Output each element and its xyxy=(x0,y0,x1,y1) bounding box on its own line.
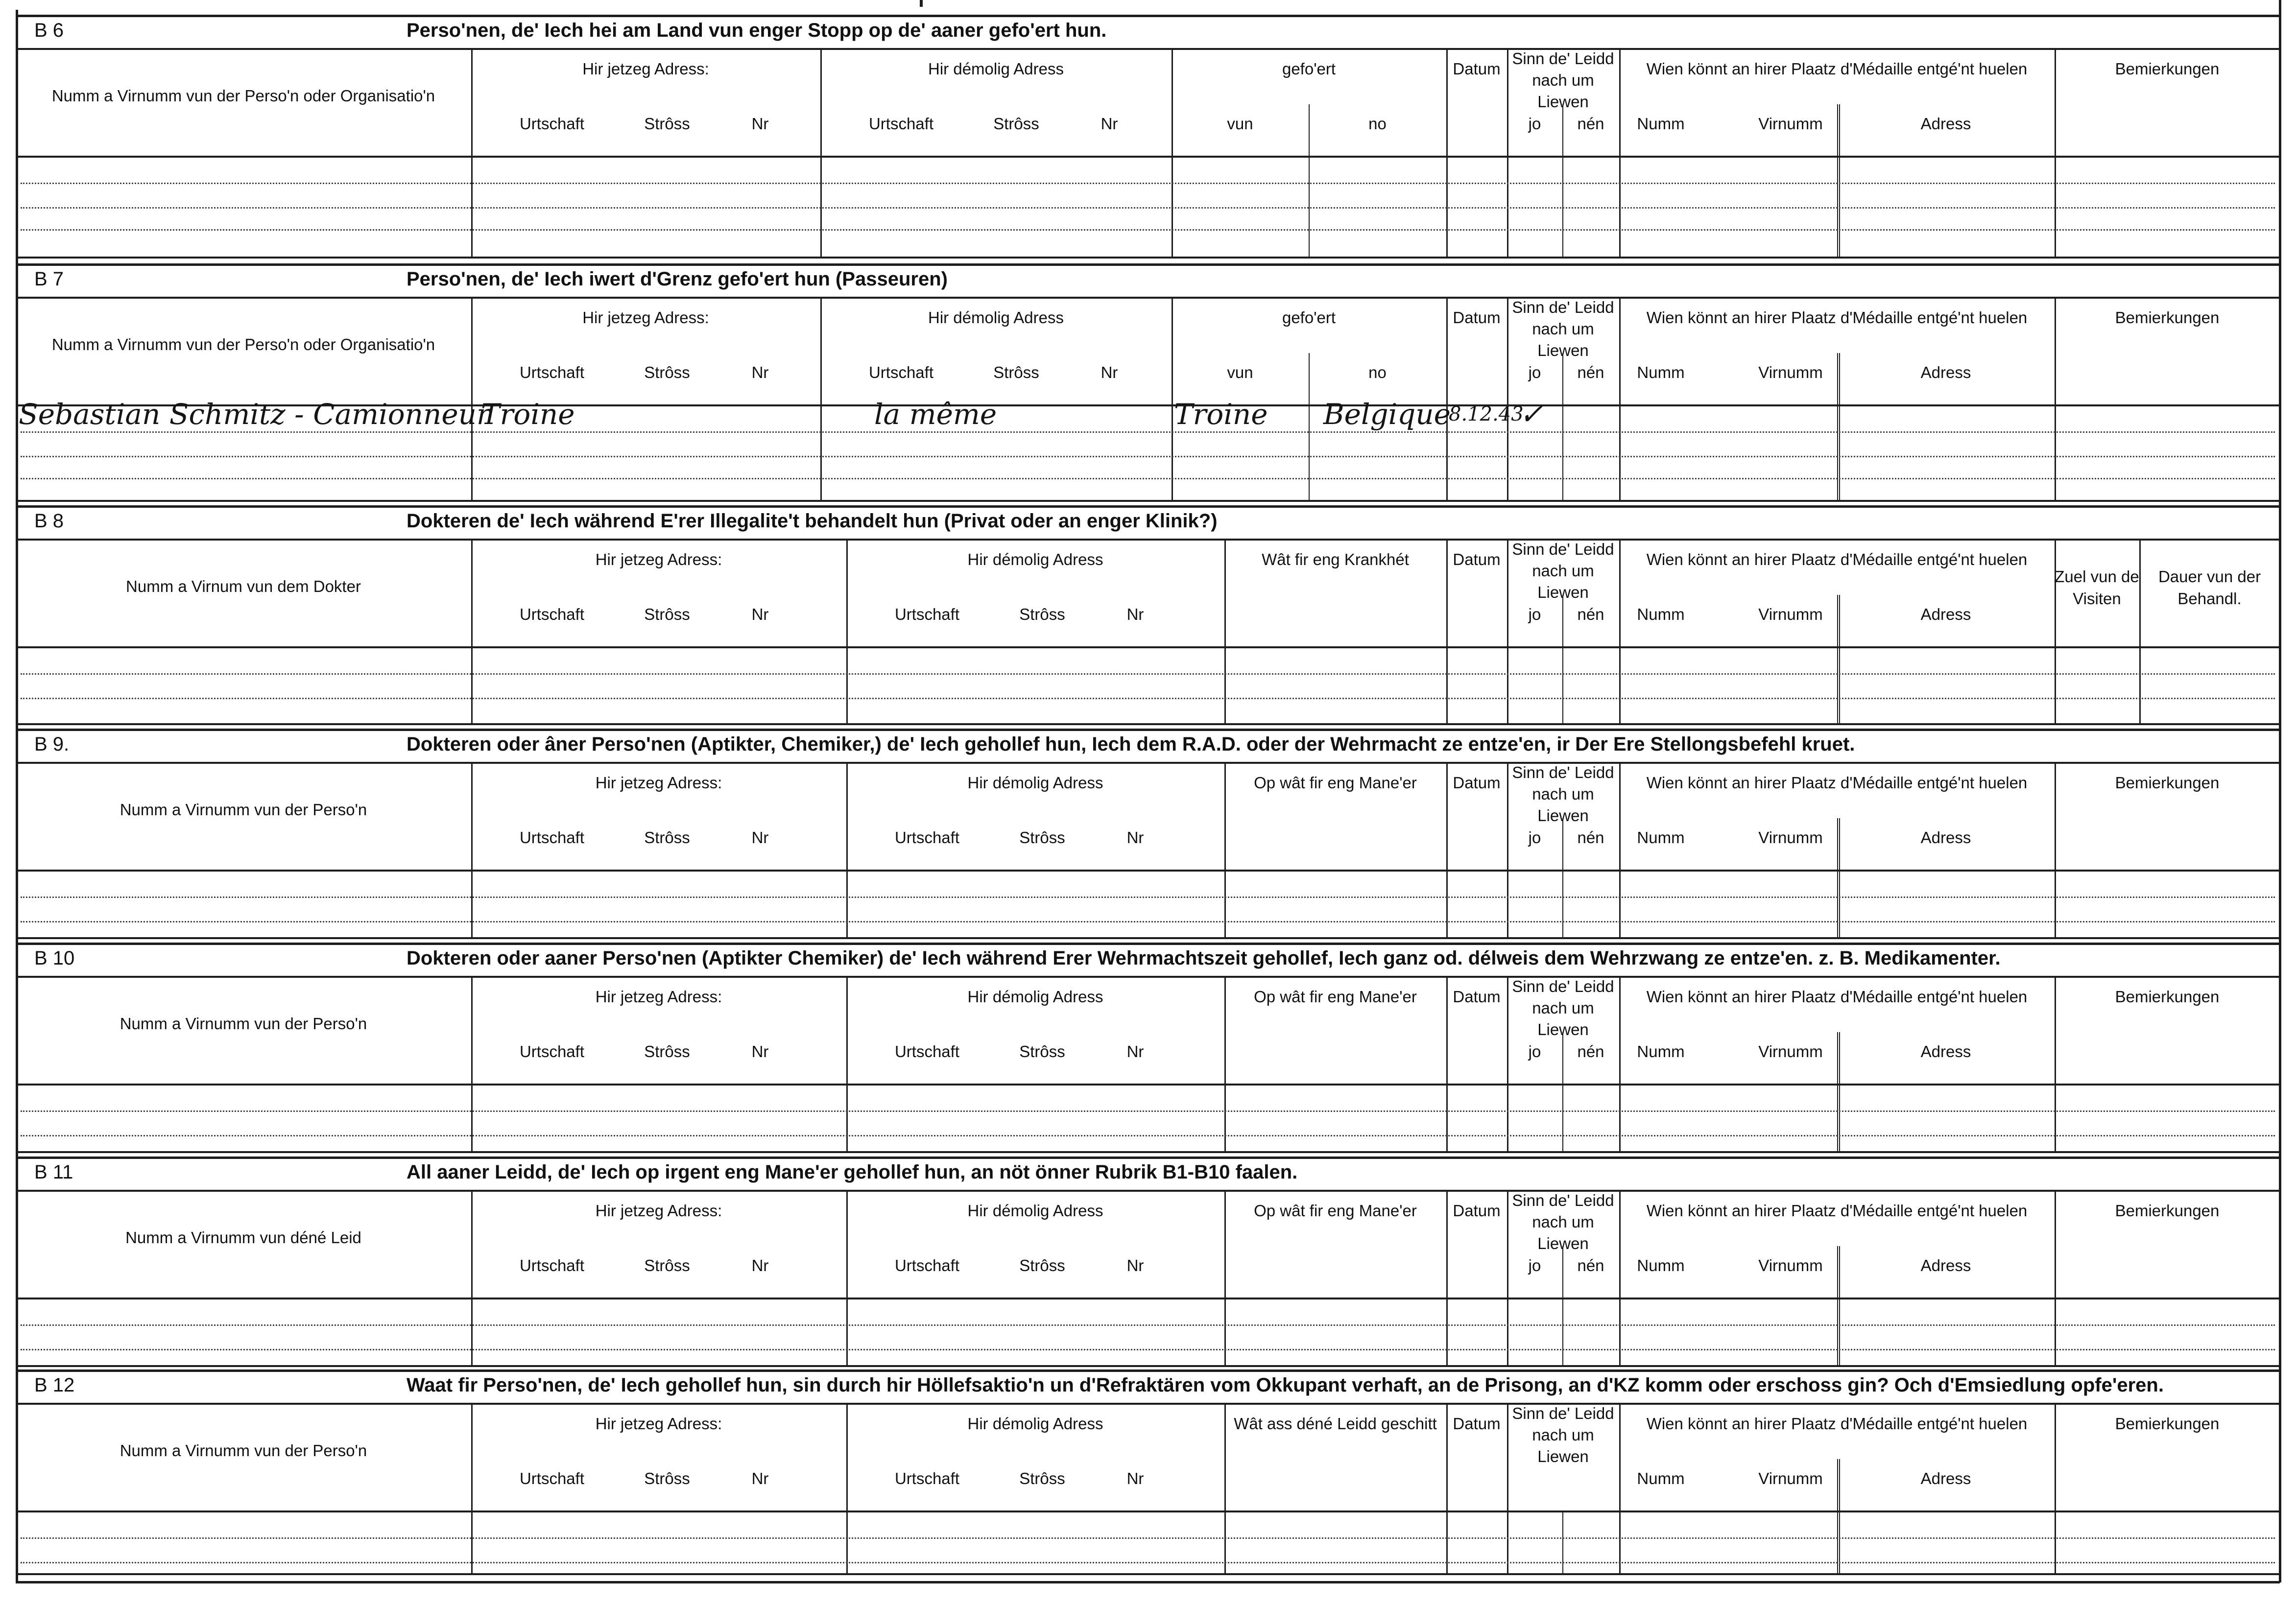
alive-yes-header: jo xyxy=(1528,605,1541,623)
section-top-rule xyxy=(16,1157,2280,1159)
alive-no-header: nén xyxy=(1577,115,1604,133)
current-address-header: Hir jetzeg Adress: xyxy=(582,60,709,78)
current-town-header: Urtschaft xyxy=(519,1469,585,1487)
medal-header: Wien könnt an hirer Plaatz d'Médaille entgé'nt huelen xyxy=(1646,774,2028,792)
column-4-header: Wât fir eng Krankhét xyxy=(1262,550,1409,568)
entry-dotted-line xyxy=(21,183,2275,184)
alive-no-header: nén xyxy=(1577,363,1604,381)
former-street-header: Strôss xyxy=(1019,1042,1065,1061)
former-address-header: Hir démolig Adress xyxy=(967,1415,1103,1433)
former-town-header: Urtschaft xyxy=(894,605,960,623)
current-address-header: Hir jetzeg Adress: xyxy=(595,1415,722,1433)
alive-yes-header: jo xyxy=(1528,363,1541,381)
name-column-header: Numm a Virnum vun dem Dokter xyxy=(126,577,361,595)
page-top-mark xyxy=(920,0,923,7)
alive-header: Sinn de' Leidd nach um Liewen xyxy=(1512,49,1614,111)
name-column-header: Numm a Virnumm vun déné Leid xyxy=(125,1228,361,1247)
header-top-rule xyxy=(16,48,2280,50)
entry-dotted-line xyxy=(21,1537,2275,1539)
entry-dotted-line xyxy=(21,229,2275,231)
column-rule xyxy=(1224,539,1226,723)
section-top-rule xyxy=(16,15,2280,17)
column-rule xyxy=(1619,297,1621,500)
header-bottom-rule xyxy=(16,646,2280,648)
column-rule xyxy=(1507,297,1508,500)
column-rule xyxy=(1619,539,1621,723)
outer-left-border xyxy=(16,10,18,1582)
entry-dotted-line xyxy=(21,456,2275,457)
former-town-header: Urtschaft xyxy=(894,1042,960,1061)
section-label: B 11 xyxy=(34,1161,73,1183)
alive-header: Sinn de' Leidd nach um Liewen xyxy=(1512,1191,1614,1252)
current-street-header: Strôss xyxy=(644,828,690,847)
entry-dotted-line xyxy=(21,1110,2275,1112)
alive-no-header: nén xyxy=(1577,1042,1604,1061)
former-address-header: Hir démolig Adress xyxy=(928,60,1064,78)
date-header: Datum xyxy=(1453,60,1501,78)
column-rule xyxy=(1507,762,1508,937)
medal-address-header: Adress xyxy=(1920,1042,1971,1061)
section-label: B 6 xyxy=(34,20,64,41)
current-town-header: Urtschaft xyxy=(519,1042,585,1061)
date-header: Datum xyxy=(1453,1415,1501,1433)
handwritten-current-town: Troine xyxy=(481,398,575,431)
header-top-rule xyxy=(16,762,2280,764)
remarks-header: Bemierkungen xyxy=(2115,60,2220,78)
column-rule xyxy=(1619,1190,1621,1365)
current-street-header: Strôss xyxy=(644,1469,690,1487)
remarks-header: Bemierkungen xyxy=(2115,308,2220,327)
medal-header: Wien könnt an hirer Plaatz d'Médaille entgé'nt huelen xyxy=(1646,1202,2028,1220)
former-town-header: Urtschaft xyxy=(894,828,960,847)
column-rule xyxy=(1619,976,1621,1151)
header-bottom-rule xyxy=(16,1084,2280,1086)
current-number-header: Nr xyxy=(751,1256,769,1275)
former-number-header: Nr xyxy=(1126,1469,1144,1487)
alive-yes-header: jo xyxy=(1528,1042,1541,1061)
alive-no-header: nén xyxy=(1577,1256,1604,1275)
former-number-header: Nr xyxy=(1126,1256,1144,1275)
entry-dotted-line xyxy=(21,698,2275,699)
header-bottom-rule xyxy=(16,1298,2280,1299)
current-address-header: Hir jetzeg Adress: xyxy=(595,550,722,568)
medal-header: Wien könnt an hirer Plaatz d'Médaille entgé'nt huelen xyxy=(1646,988,2028,1006)
alive-header: Sinn de' Leidd nach um Liewen xyxy=(1512,540,1614,601)
column-rule xyxy=(1224,1403,1226,1573)
entry-dotted-line xyxy=(21,431,2275,433)
header-top-rule xyxy=(16,297,2280,299)
header-bottom-rule xyxy=(16,156,2280,158)
current-number-header: Nr xyxy=(751,1469,769,1487)
handwritten-former-town: la même xyxy=(874,398,997,431)
alive-header: Sinn de' Leidd nach um Liewen xyxy=(1512,298,1614,359)
medal-first-name-header: Virnumm xyxy=(1758,605,1823,623)
medal-address-header: Adress xyxy=(1920,1469,1971,1487)
header-bottom-rule xyxy=(16,1511,2280,1512)
alive-yes-header: jo xyxy=(1528,1256,1541,1275)
route-header: gefo'ert xyxy=(1282,60,1336,78)
medal-name-header: Numm xyxy=(1637,1042,1685,1061)
date-header: Datum xyxy=(1453,550,1501,568)
medal-first-name-header: Virnumm xyxy=(1758,1042,1823,1061)
column-4-header: Op wât fir eng Mane'er xyxy=(1254,988,1417,1006)
name-column-header: Numm a Virnumm vun der Perso'n xyxy=(120,801,367,819)
medal-address-header: Adress xyxy=(1920,605,1971,623)
medal-first-name-header: Virnumm xyxy=(1758,1256,1823,1275)
section-title: All aaner Leidd, de' Iech op irgent eng Mane'er gehollef hun, an nöt önner Rubrik B1-B10 faalen. xyxy=(407,1161,1298,1183)
section-bottom-rule xyxy=(16,500,2280,502)
medal-first-name-header: Virnumm xyxy=(1758,828,1823,847)
header-top-rule xyxy=(16,1190,2280,1192)
current-number-header: Nr xyxy=(751,605,769,623)
column-rule xyxy=(1224,1190,1226,1365)
current-address-header: Hir jetzeg Adress: xyxy=(595,774,722,792)
visits-count-header: Zuel vun de Visiten xyxy=(2055,567,2139,608)
current-town-header: Urtschaft xyxy=(519,828,585,847)
former-street-header: Strôss xyxy=(1019,1469,1065,1487)
medal-name-header: Numm xyxy=(1637,363,1685,381)
current-town-header: Urtschaft xyxy=(519,363,585,381)
treatment-duration-header: Dauer vun der Behandl. xyxy=(2158,567,2261,608)
current-town-header: Urtschaft xyxy=(519,1256,585,1275)
former-number-header: Nr xyxy=(1100,115,1118,133)
column-rule xyxy=(1619,48,1621,257)
section-title: Dokteren oder âner Perso'nen (Aptikter, Chemiker,) de' Iech gehollef hun, Iech dem R.A.D. oder der Wehrmacht ze entze'en, ir Der Ere Stellongsbefehl kruet. xyxy=(407,733,1855,755)
current-number-header: Nr xyxy=(751,363,769,381)
route-from-header: vun xyxy=(1227,363,1253,381)
current-street-header: Strôss xyxy=(644,605,690,623)
current-number-header: Nr xyxy=(751,1042,769,1061)
former-street-header: Strôss xyxy=(1019,828,1065,847)
alive-no-header: nén xyxy=(1577,605,1604,623)
alive-header: Sinn de' Leidd nach um Liewen xyxy=(1512,1404,1614,1465)
former-street-header: Strôss xyxy=(993,363,1039,381)
date-header: Datum xyxy=(1453,988,1501,1006)
current-number-header: Nr xyxy=(751,115,769,133)
alive-yes-header: jo xyxy=(1528,828,1541,847)
entry-dotted-line xyxy=(21,673,2275,675)
name-column-header: Numm a Virnumm vun der Perso'n xyxy=(120,1015,367,1033)
date-header: Datum xyxy=(1453,1202,1501,1220)
current-address-header: Hir jetzeg Adress: xyxy=(595,988,722,1006)
medal-address-header: Adress xyxy=(1920,363,1971,381)
section-bottom-rule xyxy=(16,1151,2280,1153)
outer-bottom-border xyxy=(16,1581,2280,1583)
column-rule xyxy=(1224,976,1226,1151)
section-bottom-rule xyxy=(16,723,2280,725)
entry-dotted-line xyxy=(21,1135,2275,1136)
current-address-header: Hir jetzeg Adress: xyxy=(582,308,709,327)
alive-yes-header: jo xyxy=(1528,115,1541,133)
former-address-header: Hir démolig Adress xyxy=(928,308,1064,327)
medal-first-name-header: Virnumm xyxy=(1758,115,1823,133)
section-label: B 10 xyxy=(34,947,75,969)
entry-dotted-line xyxy=(21,478,2275,479)
alive-header: Sinn de' Leidd nach um Liewen xyxy=(1512,763,1614,825)
medal-header: Wien könnt an hirer Plaatz d'Médaille entgé'nt huelen xyxy=(1646,550,2028,568)
current-street-header: Strôss xyxy=(644,1256,690,1275)
current-town-header: Urtschaft xyxy=(519,605,585,623)
column-rule xyxy=(1507,48,1508,257)
medal-name-header: Numm xyxy=(1637,115,1685,133)
date-header: Datum xyxy=(1453,308,1501,327)
entry-dotted-line xyxy=(21,897,2275,898)
section-title: Dokteren oder aaner Perso'nen (Aptikter Chemiker) de' Iech während Erer Wehrmachtszeit gehollef, Iech ganz od. délweis dem Wehrzwang ze entze'en. z. B. Medikamenter. xyxy=(407,947,2001,969)
section-top-rule xyxy=(16,943,2280,945)
current-address-header: Hir jetzeg Adress: xyxy=(595,1202,722,1220)
name-column-header: Numm a Virnumm vun der Perso'n xyxy=(120,1441,367,1460)
column-subrule xyxy=(1562,1511,1563,1573)
section-label: B 8 xyxy=(34,510,64,532)
alive-no-header: nén xyxy=(1577,828,1604,847)
current-street-header: Strôss xyxy=(644,115,690,133)
medal-address-header: Adress xyxy=(1920,115,1971,133)
medal-header: Wien könnt an hirer Plaatz d'Médaille entgé'nt huelen xyxy=(1646,60,2028,78)
former-address-header: Hir démolig Adress xyxy=(967,988,1103,1006)
route-header: gefo'ert xyxy=(1282,308,1336,327)
former-number-header: Nr xyxy=(1126,605,1144,623)
former-town-header: Urtschaft xyxy=(894,1256,960,1275)
medal-name-header: Numm xyxy=(1637,1469,1685,1487)
section-bottom-rule xyxy=(16,937,2280,939)
route-to-header: no xyxy=(1368,115,1387,133)
section-title: Waat fir Perso'nen, de' Iech gehollef hun, sin durch hir Höllefsaktio'n un d'Refraktären vom Okkupant verhaft, an de Prisong, an d'KZ komm oder erschoss gin? Och d'Emsiedlung opfe'eren. xyxy=(407,1374,2164,1396)
medal-name-header: Numm xyxy=(1637,1256,1685,1275)
remarks-header: Bemierkungen xyxy=(2115,774,2220,792)
entry-dotted-line xyxy=(21,921,2275,922)
handwritten-name: Sebastian Schmitz - Camionneur xyxy=(19,398,490,431)
column-rule xyxy=(1507,539,1508,723)
handwritten-route-from: Troine xyxy=(1174,398,1268,431)
former-street-header: Strôss xyxy=(1019,1256,1065,1275)
former-street-header: Strôss xyxy=(1019,605,1065,623)
date-header: Datum xyxy=(1453,774,1501,792)
handwritten-date: 8.12.43 xyxy=(1449,403,1524,425)
section-title: Dokteren de' Iech während E'rer Illegalite't behandelt hun (Privat oder an enger Klinik?) xyxy=(407,510,1218,532)
column-rule xyxy=(1507,1403,1508,1573)
handwritten-risk-mark: ✓ xyxy=(1519,398,1543,431)
entry-dotted-line xyxy=(21,1324,2275,1326)
column-rule xyxy=(1507,976,1508,1151)
medal-address-header: Adress xyxy=(1920,1256,1971,1275)
medal-header: Wien könnt an hirer Plaatz d'Médaille entgé'nt huelen xyxy=(1646,308,2028,327)
route-to-header: no xyxy=(1368,363,1387,381)
entry-dotted-line xyxy=(21,207,2275,209)
column-4-header: Op wât fir eng Mane'er xyxy=(1254,774,1417,792)
route-from-header: vun xyxy=(1227,115,1253,133)
column-rule xyxy=(1224,762,1226,937)
section-label: B 7 xyxy=(34,268,64,290)
column-4-header: Wât ass déné Leidd geschitt xyxy=(1234,1415,1437,1433)
former-number-header: Nr xyxy=(1100,363,1118,381)
section-top-rule xyxy=(16,1369,2280,1372)
former-address-header: Hir démolig Adress xyxy=(967,550,1103,568)
handwritten-route-to: Belgique xyxy=(1323,398,1451,431)
entry-dotted-line xyxy=(21,1349,2275,1350)
former-number-header: Nr xyxy=(1126,828,1144,847)
section-title: Perso'nen, de' Iech iwert d'Grenz gefo'ert hun (Passeuren) xyxy=(407,268,948,290)
section-title: Perso'nen, de' Iech hei am Land vun enger Stopp op de' aaner gefo'ert hun. xyxy=(407,20,1107,41)
remarks-header: Bemierkungen xyxy=(2115,1202,2220,1220)
medal-first-name-header: Virnumm xyxy=(1758,1469,1823,1487)
medal-header: Wien könnt an hirer Plaatz d'Médaille entgé'nt huelen xyxy=(1646,1415,2028,1433)
header-top-rule xyxy=(16,976,2280,978)
medal-address-header: Adress xyxy=(1920,828,1971,847)
current-street-header: Strôss xyxy=(644,1042,690,1061)
section-top-rule xyxy=(16,729,2280,731)
medal-name-header: Numm xyxy=(1637,605,1685,623)
remarks-header: Bemierkungen xyxy=(2115,988,2220,1006)
former-address-header: Hir démolig Adress xyxy=(967,1202,1103,1220)
column-rule xyxy=(1619,1403,1621,1573)
column-rule xyxy=(1507,1190,1508,1365)
former-address-header: Hir démolig Adress xyxy=(967,774,1103,792)
former-number-header: Nr xyxy=(1126,1042,1144,1061)
section-top-rule xyxy=(16,263,2280,266)
name-column-header: Numm a Virnumm vun der Perso'n oder Organisatio'n xyxy=(51,335,435,354)
section-bottom-rule xyxy=(16,257,2280,259)
current-number-header: Nr xyxy=(751,828,769,847)
current-street-header: Strôss xyxy=(644,363,690,381)
medal-name-header: Numm xyxy=(1637,828,1685,847)
section-top-rule xyxy=(16,505,2280,508)
entry-dotted-line xyxy=(21,1562,2275,1563)
header-top-rule xyxy=(16,1403,2280,1405)
alive-header: Sinn de' Leidd nach um Liewen xyxy=(1512,977,1614,1039)
section-label: B 12 xyxy=(34,1374,75,1396)
medal-first-name-header: Virnumm xyxy=(1758,363,1823,381)
current-town-header: Urtschaft xyxy=(519,115,585,133)
former-town-header: Urtschaft xyxy=(894,1469,960,1487)
header-bottom-rule xyxy=(16,870,2280,872)
column-4-header: Op wât fir eng Mane'er xyxy=(1254,1202,1417,1220)
former-town-header: Urtschaft xyxy=(868,115,934,133)
former-town-header: Urtschaft xyxy=(868,363,934,381)
column-rule xyxy=(1619,762,1621,937)
section-label: B 9. xyxy=(34,733,70,755)
name-column-header: Numm a Virnumm vun der Perso'n oder Organisatio'n xyxy=(51,87,435,105)
section-bottom-rule xyxy=(16,1365,2280,1367)
remarks-header: Bemierkungen xyxy=(2115,1415,2220,1433)
section-bottom-rule xyxy=(16,1573,2280,1575)
header-top-rule xyxy=(16,539,2280,541)
former-street-header: Strôss xyxy=(993,115,1039,133)
